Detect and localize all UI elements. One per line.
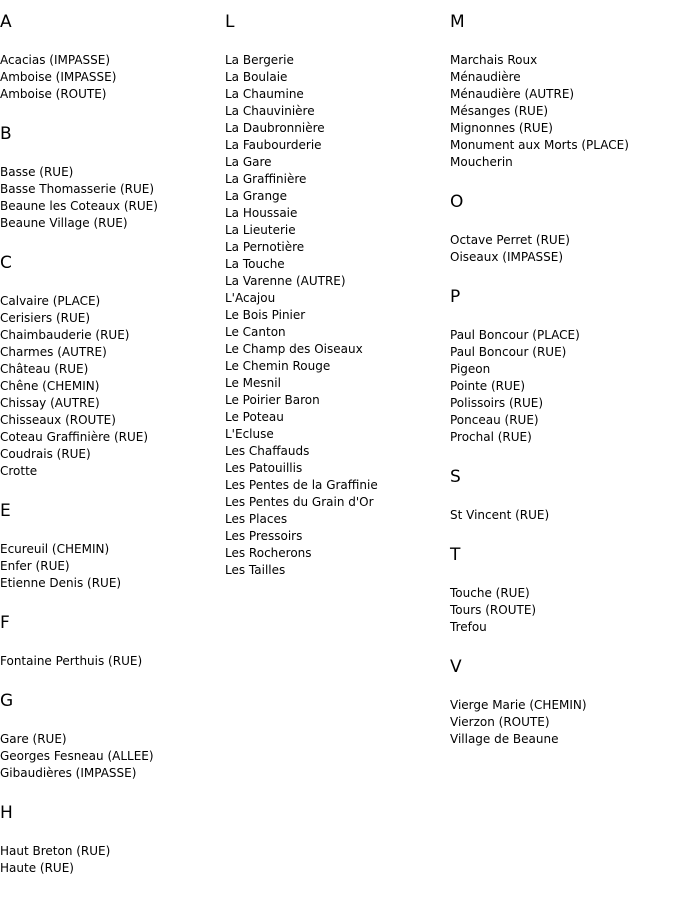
letter-group — [0, 253, 225, 480]
street-list — [225, 52, 450, 579]
street-list — [0, 293, 225, 480]
street-item: La Bergerie — [225, 53, 294, 67]
index-column — [0, 12, 225, 898]
letter-heading: P — [450, 287, 461, 307]
street-list — [0, 653, 225, 670]
street-item: La Houssaie — [225, 206, 298, 220]
street-item: La Pernotière — [225, 240, 305, 254]
letter-heading: E — [0, 501, 11, 521]
street-item: Trefou — [450, 620, 487, 634]
street-item: Moucherin — [450, 155, 513, 169]
letter-heading: C — [0, 253, 12, 273]
street-item: Crotte — [0, 464, 38, 478]
street-item: Les Patouillis — [225, 461, 303, 475]
street-item: Amboise (IMPASSE) — [0, 70, 117, 84]
street-item: La Chauvinière — [225, 104, 315, 118]
street-item: Beaune Village (RUE) — [0, 216, 128, 230]
street-item: Paul Boncour (PLACE) — [450, 328, 580, 342]
letter-group — [0, 12, 225, 103]
street-list — [450, 327, 675, 446]
street-list — [0, 541, 225, 592]
street-item: L'Acajou — [225, 291, 276, 305]
letter-heading: G — [0, 691, 14, 711]
letter-group — [450, 545, 675, 636]
street-item: Le Mesnil — [225, 376, 281, 390]
letter-heading: S — [450, 467, 461, 487]
street-item: Chaimbauderie (RUE) — [0, 328, 130, 342]
street-item: Pigeon — [450, 362, 491, 376]
street-item: Charmes (AUTRE) — [0, 345, 107, 359]
street-item: Haute (RUE) — [0, 861, 74, 875]
street-item: Amboise (ROUTE) — [0, 87, 107, 101]
street-item: Les Pentes de la Graffinie — [225, 478, 378, 492]
street-item: Basse (RUE) — [0, 165, 74, 179]
street-item: Les Chaffauds — [225, 444, 310, 458]
street-item: Le Canton — [225, 325, 286, 339]
street-item: Mignonnes (RUE) — [450, 121, 553, 135]
letter-group — [450, 467, 675, 524]
street-item: Gibaudières (IMPASSE) — [0, 766, 137, 780]
letter-group — [225, 12, 450, 579]
street-item: La Faubourderie — [225, 138, 322, 152]
index-column — [450, 12, 675, 769]
street-item: L'Ecluse — [225, 427, 274, 441]
street-item: Village de Beaune — [450, 732, 559, 746]
letter-heading: F — [0, 613, 10, 633]
letter-group — [450, 287, 675, 446]
street-item: Monument aux Morts (PLACE) — [450, 138, 629, 152]
street-list — [0, 164, 225, 232]
street-item: Chissay (AUTRE) — [0, 396, 100, 410]
street-item: La Grange — [225, 189, 288, 203]
letter-heading: V — [450, 657, 462, 677]
street-item: Ponceau (RUE) — [450, 413, 539, 427]
street-item: Cerisiers (RUE) — [0, 311, 91, 325]
street-item: Paul Boncour (RUE) — [450, 345, 567, 359]
street-item: Fontaine Perthuis (RUE) — [0, 654, 143, 668]
letter-heading: M — [450, 12, 465, 32]
street-list — [0, 52, 225, 103]
letter-group — [0, 691, 225, 782]
street-item: Polissoirs (RUE) — [450, 396, 544, 410]
street-item: Le Champ des Oiseaux — [225, 342, 363, 356]
street-item: Chisseaux (ROUTE) — [0, 413, 116, 427]
street-item: La Touche — [225, 257, 285, 271]
letter-heading: A — [0, 12, 12, 32]
street-item: Beaune les Coteaux (RUE) — [0, 199, 158, 213]
street-item: Vierge Marie (CHEMIN) — [450, 698, 587, 712]
street-item: Les Pressoirs — [225, 529, 303, 543]
street-item: Vierzon (ROUTE) — [450, 715, 550, 729]
street-item: Georges Fesneau (ALLEE) — [0, 749, 154, 763]
street-item: Le Poteau — [225, 410, 284, 424]
letter-heading: B — [0, 124, 12, 144]
street-item: La Daubronnière — [225, 121, 325, 135]
street-item: Acacias (IMPASSE) — [0, 53, 111, 67]
street-list — [450, 52, 675, 171]
street-item: Tours (ROUTE) — [450, 603, 537, 617]
street-item: Oiseaux (IMPASSE) — [450, 250, 564, 264]
street-list — [450, 232, 675, 266]
street-item: Les Pentes du Grain d'Or — [225, 495, 374, 509]
street-list — [450, 507, 675, 524]
street-list — [0, 731, 225, 782]
street-item: La Boulaie — [225, 70, 288, 84]
street-item: Les Places — [225, 512, 288, 526]
street-item: La Lieuterie — [225, 223, 296, 237]
street-item: Le Chemin Rouge — [225, 359, 331, 373]
street-item: Ecureuil (CHEMIN) — [0, 542, 110, 556]
street-item: Octave Perret (RUE) — [450, 233, 570, 247]
street-item: Calvaire (PLACE) — [0, 294, 101, 308]
street-item: La Varenne (AUTRE) — [225, 274, 346, 288]
street-item: Ménaudière (AUTRE) — [450, 87, 575, 101]
street-item: Basse Thomasserie (RUE) — [0, 182, 155, 196]
street-item: Coudrais (RUE) — [0, 447, 91, 461]
street-item: Château (RUE) — [0, 362, 89, 376]
street-item: Ménaudière — [450, 70, 521, 84]
street-item: La Graffinière — [225, 172, 307, 186]
street-item: La Gare — [225, 155, 272, 169]
letter-group — [0, 803, 225, 877]
street-item: Marchais Roux — [450, 53, 538, 67]
index-column — [225, 12, 450, 600]
street-item: Mésanges (RUE) — [450, 104, 549, 118]
street-item: Etienne Denis (RUE) — [0, 576, 122, 590]
letter-group — [450, 12, 675, 171]
letter-group — [0, 124, 225, 232]
street-list — [0, 843, 225, 877]
street-list — [450, 585, 675, 636]
street-item: Pointe (RUE) — [450, 379, 526, 393]
letter-heading: O — [450, 192, 464, 212]
street-item: Le Bois Pinier — [225, 308, 306, 322]
street-list — [450, 697, 675, 748]
street-item: Enfer (RUE) — [0, 559, 70, 573]
letter-heading: H — [0, 803, 13, 823]
street-item: Haut Breton (RUE) — [0, 844, 111, 858]
letter-group — [0, 501, 225, 592]
letter-group — [450, 657, 675, 748]
letter-heading: T — [450, 545, 461, 565]
street-item: Touche (RUE) — [450, 586, 530, 600]
letter-group — [450, 192, 675, 266]
street-item: Gare (RUE) — [0, 732, 67, 746]
street-item: St Vincent (RUE) — [450, 508, 550, 522]
street-item: Chêne (CHEMIN) — [0, 379, 100, 393]
street-item: Coteau Graffinière (RUE) — [0, 430, 149, 444]
street-item: Prochal (RUE) — [450, 430, 532, 444]
letter-group — [0, 613, 225, 670]
street-item: La Chaumine — [225, 87, 304, 101]
letter-heading: L — [225, 12, 235, 32]
street-item: Le Poirier Baron — [225, 393, 320, 407]
street-item: Les Tailles — [225, 563, 286, 577]
street-item: Les Rocherons — [225, 546, 312, 560]
